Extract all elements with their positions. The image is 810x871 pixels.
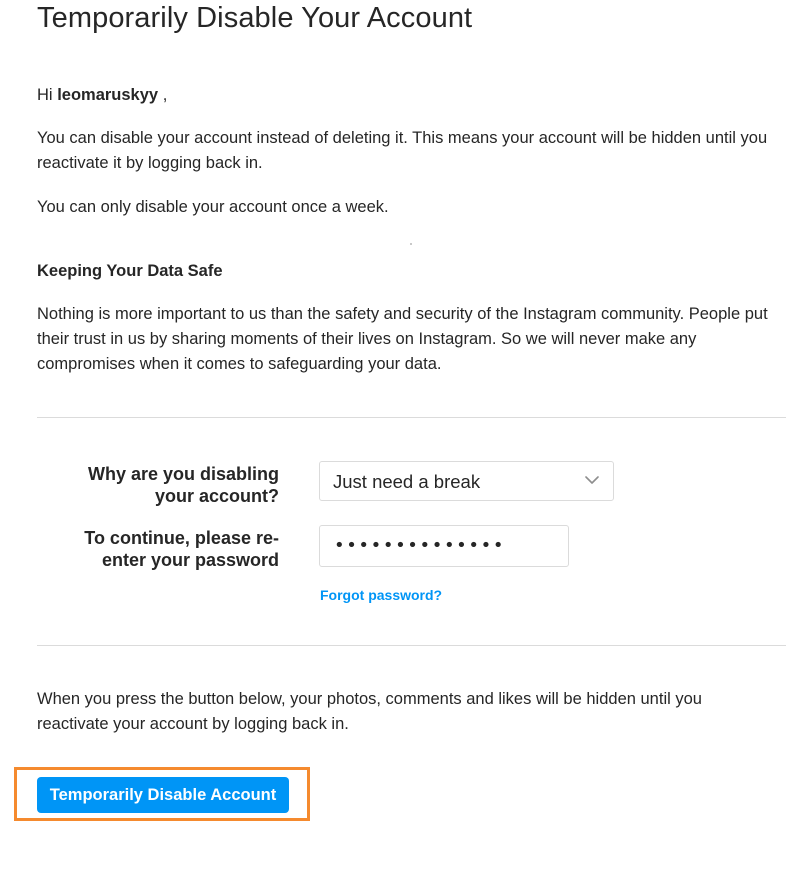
- greeting-suffix: ,: [162, 86, 168, 104]
- reason-select-value: Just need a break: [333, 471, 481, 492]
- temporarily-disable-button[interactable]: Temporarily Disable Account: [37, 777, 289, 813]
- password-value: ••••••••••••••: [334, 535, 506, 556]
- data-safe-text: Nothing is more important to us than the safety and security of the Instagram community. People put their trust in us by sharing moments of their lives on Instagram. So we will never make any compromises when it comes to safeguarding your data.: [37, 305, 768, 373]
- chevron-down-icon: [585, 475, 599, 485]
- greeting: [37, 83, 167, 108]
- intro-text: You can disable your account instead of deleting it. This means your account will be hidden until you reactivate it by logging back in.: [37, 129, 768, 172]
- reason-label: Why are you disabling your account?: [87, 464, 279, 506]
- page-title: Temporarily Disable Your Account: [37, 2, 473, 34]
- data-safe-heading: Keeping Your Data Safe: [37, 262, 223, 280]
- divider: [37, 417, 786, 418]
- greeting-prefix: Hi: [37, 86, 53, 104]
- reason-select[interactable]: [319, 461, 614, 501]
- frequency-note: You can only disable your account once a week.: [37, 198, 389, 216]
- forgot-password-link[interactable]: Forgot password?: [320, 587, 443, 603]
- divider: [37, 645, 786, 646]
- password-label: To continue, please re-enter your password: [84, 528, 279, 570]
- stray-mark: [410, 243, 412, 245]
- warning-text: When you press the button below, your photos, comments and likes will be hidden until you reactivate your account by logging back in.: [37, 690, 702, 733]
- username: leomaruskyy: [57, 86, 159, 104]
- password-input[interactable]: [319, 525, 569, 567]
